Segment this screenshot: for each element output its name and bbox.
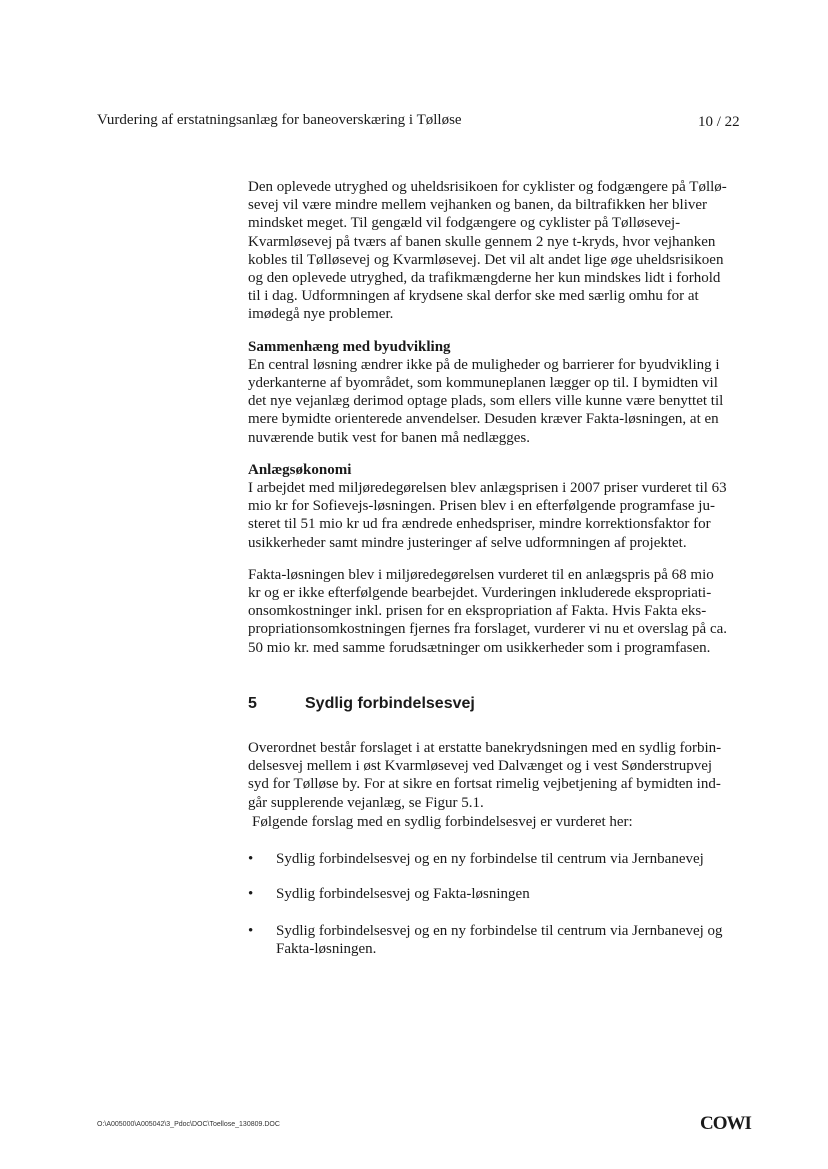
text-line: 50 mio kr. med samme forudsætninger om usikkerheder som i programfasen. (248, 639, 711, 656)
section-title: Sydlig forbindelsesvej (305, 695, 475, 712)
text-line: yderkanterne af byområdet, som kommuneplanen lægger op til. I bymidten vil (248, 375, 718, 392)
page-number: 10 / 22 (698, 114, 740, 130)
section-5-body (248, 724, 748, 827)
section-anlaegsokonomi (248, 461, 748, 552)
footer-file-path: O:\A005000\A005042\3_Pdoc\DOC\Toellose_130809.DOC (97, 1121, 280, 1128)
text-line: kobles til Tølløsevej og Kvarmløsevej. Det vil alt andet lige øge uheldsrisikoen (248, 251, 724, 268)
list-intro: Følgende forslag med en sydlig forbindelsesvej er vurderet her: (252, 814, 633, 830)
text-line: til i dag. Udformningen af krydsene skal derfor ske med særlig omhu for at (248, 288, 699, 305)
paragraph-utryghed (248, 178, 748, 324)
text-line: mio kr for Sofievejs-løsningen. Prisen blev i en efterfølgende programfase ju- (248, 498, 715, 515)
subheading-anlaegsokonomi: Anlægsøkonomi (248, 461, 352, 478)
document-title: Vurdering af erstatningsanlæg for baneoverskæring i Tølløse (97, 112, 462, 128)
text-line: sevej vil være mindre mellem vejhanken og banen, da biltrafikken her bliver (248, 197, 708, 214)
text-line: mindsket meget. Til gengæld vil fodgængere og cyklister på Tølløsevej- (248, 215, 681, 232)
text-line: propriationsomkostningen fjernes fra forslaget, vurderer vi nu et overslag på ca. (248, 621, 728, 638)
text-line: Fakta-løsningen blev i miljøredegørelsen vurderet til en anlægspris på 68 mio (248, 566, 714, 583)
text-line: En central løsning ændrer ikke på de muligheder og barrierer for byudvikling i (248, 356, 720, 373)
text-line: Overordnet består forslaget i at erstatte banekrydsningen med en sydlig forbin- (248, 740, 722, 756)
text-line: det nye vejanlæg derimod optage plads, som ellers ville kunne være benyttet til (248, 393, 724, 410)
bullet-icon: • (248, 886, 254, 902)
company-logo: COWI (700, 1113, 751, 1134)
list-item-text: Sydlig forbindelsesvej og en ny forbindelse til centrum via Jernbanevej (276, 851, 704, 867)
list-item-text: Sydlig forbindelsesvej og Fakta-løsningen (276, 886, 530, 902)
bullet-icon: • (248, 923, 254, 939)
text-line: syd for Tølløse by. For at sikre en fortsat rimelig vejbetjening af bymidten ind- (248, 776, 721, 793)
text-line: Den oplevede utryghed og uheldsrisikoen for cyklister og fodgængere på Tøllø- (248, 179, 727, 195)
bullet-icon: • (248, 851, 254, 867)
text-line: imødegå nye problemer. (248, 306, 394, 323)
section-byudvikling (248, 338, 748, 447)
text-line: går supplerende vejanlæg, se Figur 5.1. (248, 794, 484, 811)
text-line: delsesvej mellem i øst Kvarmløsevej ved Dalvænget og i vest Sønderstrupvej (248, 758, 713, 775)
subheading-byudvikling: Sammenhæng med byudvikling (248, 338, 451, 355)
section-number: 5 (248, 695, 257, 712)
text-line: Kvarmløsevej på tværs af banen skulle gennem 2 nye t-kryds, hvor vejhanken (248, 233, 716, 250)
text-line: nuværende butik vest for banen må nedlægges. (248, 429, 531, 446)
list-item-text: Sydlig forbindelsesvej og en ny forbindelse til centrum via Jernbanevej og (276, 923, 723, 939)
paragraph-overordnet (248, 739, 748, 812)
paragraph-fakta (248, 566, 748, 657)
text-line: steret til 51 mio kr ud fra ændrede enhedspriser, mindre korrektionsfaktor for (248, 516, 711, 533)
main-body (248, 178, 748, 657)
list-item-text: Fakta-løsningen. (276, 941, 377, 957)
text-line: og den oplevede utryghed, da trafikmængderne her kun mindskes lidt i forhold (248, 270, 721, 287)
text-line: kr og er ikke efterfølgende bearbejdet. Vurderingen inkluderede ekspropriati- (248, 585, 712, 602)
text-line: I arbejdet med miljøredegørelsen blev anlægsprisen i 2007 priser vurderet til 63 (248, 480, 727, 497)
text-line: mere bymidte orienterede anvendelser. Desuden kræver Fakta-løsningen, at en (248, 411, 719, 428)
text-line: onsomkostninger inkl. prisen for en ekspropriation af Fakta. Hvis Fakta eks- (248, 603, 707, 620)
text-line: usikkerheder samt mindre justeringer af selve udformningen af projektet. (248, 534, 687, 551)
